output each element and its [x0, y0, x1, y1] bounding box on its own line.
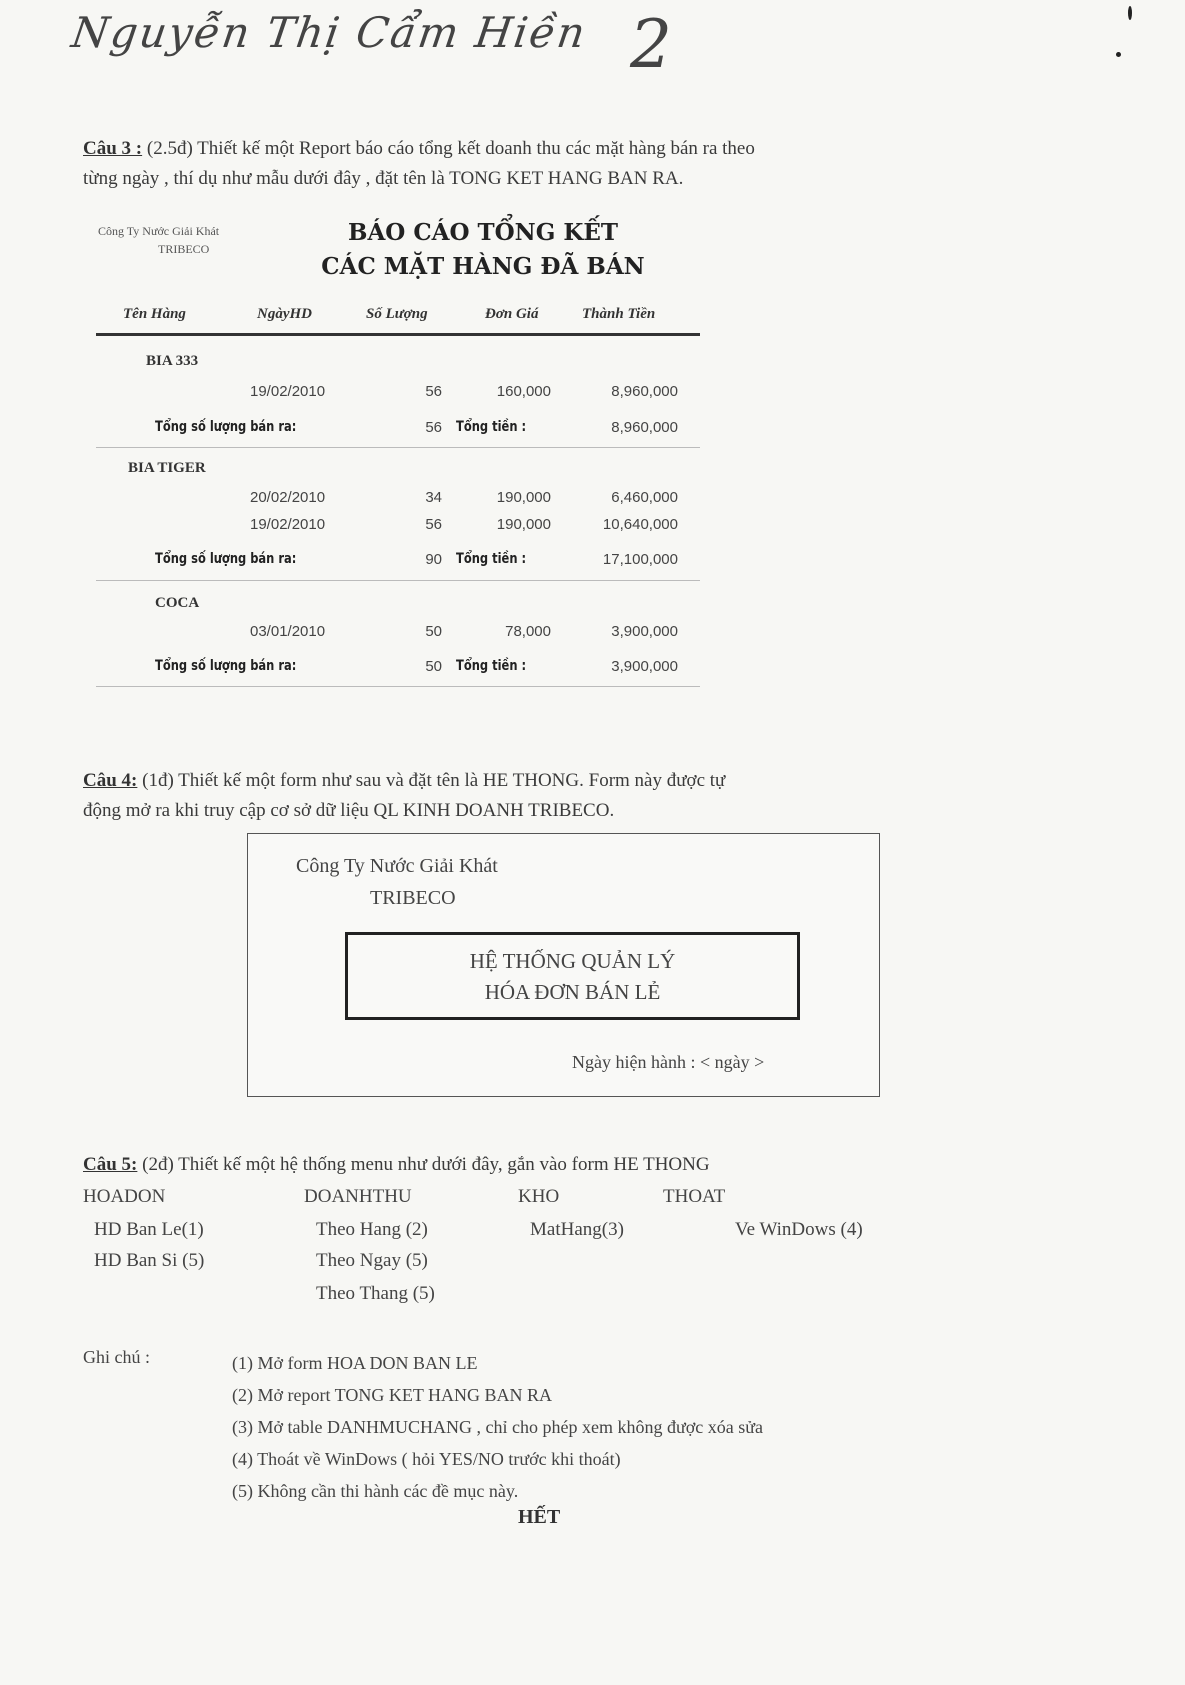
menu-item: Theo Ngay (5): [316, 1250, 428, 1271]
report-company-name: Công Ty Nước Giải Khát: [98, 224, 220, 238]
report-title-line-1: BÁO CÁO TỔNG KẾT: [348, 219, 618, 246]
form-system-title: [345, 946, 800, 1008]
report-sum-amount: 8,960,000: [611, 419, 678, 436]
menu-item: Ve WinDows (4): [735, 1219, 863, 1240]
report-cell-qty: 34: [425, 489, 442, 506]
scan-speck: [1116, 52, 1121, 57]
report-sum-qty: 90: [425, 551, 442, 568]
question-5-label: Câu 5:: [83, 1154, 138, 1175]
report-header-rule: [96, 333, 700, 336]
report-cell-amount: 6,460,000: [611, 489, 678, 506]
report-sum-amount: 3,900,000: [611, 658, 678, 675]
menu-item: MatHang(3): [530, 1219, 624, 1240]
report-group-name: BIA TIGER: [128, 460, 206, 476]
report-title-line-2: CÁC MẶT HÀNG ĐÃ BÁN: [321, 253, 645, 280]
note-item: (2) Mở report TONG KET HANG BAN RA: [232, 1385, 553, 1405]
form-current-date: Ngày hiện hành : < ngày >: [572, 1052, 765, 1072]
report-sum-qty-label: Tổng số lượng bán ra:: [155, 419, 297, 435]
menu-title: DOANHTHU: [304, 1186, 412, 1207]
report-sum-amount: 17,100,000: [602, 551, 678, 568]
report-cell-date: 19/02/2010: [250, 383, 326, 400]
report-sum-money-label: Tổng tiền :: [456, 551, 527, 567]
question-3-text-2: từng ngày , thí dụ như mẫu dưới đây , đặt tên là TONG KET HANG BAN RA.: [83, 168, 684, 189]
report-cell-qty: 56: [425, 383, 442, 400]
question-3-text-1: (2.5đ) Thiết kế một Report báo cáo tổng kết doanh thu các mặt hàng bán ra theo: [146, 138, 755, 159]
form-system-line-2: HÓA ĐƠN BÁN LẺ: [484, 980, 661, 1004]
report-sum-qty: 50: [425, 658, 442, 675]
menu-item: Theo Hang (2): [316, 1219, 428, 1240]
question-4-label: Câu 4:: [83, 770, 138, 791]
note-item: (1) Mở form HOA DON BAN LE: [232, 1353, 478, 1373]
report-cell-qty: 56: [425, 516, 442, 533]
report-company: [98, 222, 298, 258]
report-cell-date: 19/02/2010: [250, 516, 326, 533]
menu-item: Theo Thang (5): [316, 1283, 435, 1304]
menu-title: THOAT: [663, 1186, 726, 1207]
report-company-brand: TRIBECO: [158, 242, 210, 256]
report-col-header: Đơn Giá: [485, 306, 539, 322]
notes-label: Ghi chú :: [83, 1347, 150, 1367]
report-group-divider: [96, 686, 700, 687]
handwritten-name: Nguyễn Thị Cẩm Hiền: [68, 8, 590, 57]
report-group-name: COCA: [155, 595, 200, 611]
question-3-label: Câu 3 :: [83, 138, 143, 159]
report-cell-price: 190,000: [496, 489, 551, 506]
question-5: [83, 1150, 1143, 1180]
report-sum-qty-label: Tổng số lượng bán ra:: [155, 658, 297, 674]
question-4-text-2: động mở ra khi truy cập cơ sở dữ liệu QL KINH DOANH TRIBECO.: [83, 800, 615, 821]
report-cell-amount: 8,960,000: [611, 383, 678, 400]
scan-speck: [1128, 6, 1132, 20]
note-item: (3) Mở table DANHMUCHANG , chỉ cho phép xem không được xóa sửa: [232, 1417, 763, 1437]
report-sum-qty-label: Tổng số lượng bán ra:: [155, 551, 297, 567]
menu-item: HD Ban Si (5): [94, 1250, 205, 1271]
report-group-name: BIA 333: [146, 353, 199, 369]
question-3: [83, 134, 1143, 194]
handwritten-page-number: 2: [630, 6, 672, 83]
report-sum-money-label: Tổng tiền :: [456, 419, 527, 435]
report-cell-date: 20/02/2010: [250, 489, 326, 506]
menu-title: HOADON: [83, 1186, 166, 1207]
report-col-header: Thành Tiền: [582, 306, 656, 322]
question-4: [83, 766, 1143, 826]
menu-title: KHO: [518, 1186, 560, 1207]
report-cell-price: 160,000: [496, 383, 551, 400]
report-cell-amount: 10,640,000: [602, 516, 678, 533]
question-5-text: (2đ) Thiết kế một hệ thống menu như dưới đây, gắn vào form HE THONG: [142, 1154, 710, 1175]
question-4-text-1: (1đ) Thiết kế một form như sau và đặt tên là HE THONG. Form này được tự: [142, 770, 726, 791]
report-group-divider: [96, 580, 700, 581]
note-item: (5) Không cần thi hành các đề mục này.: [232, 1481, 519, 1501]
report-group-divider: [96, 447, 700, 448]
report-col-header: Số Lượng: [366, 306, 428, 322]
report-title: [318, 216, 648, 284]
report-cell-amount: 3,900,000: [611, 623, 678, 640]
report-col-header: Tên Hàng: [123, 306, 186, 322]
report-sum-money-label: Tổng tiền :: [456, 658, 527, 674]
report-col-header: NgàyHD: [257, 306, 312, 322]
form-company-brand: TRIBECO: [370, 887, 456, 909]
form-company-name: Công Ty Nước Giải Khát: [296, 855, 498, 877]
form-system-line-1: HỆ THỐNG QUẢN LÝ: [469, 949, 676, 973]
notes-list: [232, 1347, 1132, 1507]
menu-item: HD Ban Le(1): [94, 1219, 204, 1240]
report-cell-qty: 50: [425, 623, 442, 640]
end-marker: HẾT: [518, 1506, 561, 1528]
note-item: (4) Thoát về WinDows ( hỏi YES/NO trước khi thoát): [232, 1449, 621, 1469]
report-cell-date: 03/01/2010: [250, 623, 326, 640]
report-sum-qty: 56: [425, 419, 442, 436]
report-cell-price: 190,000: [496, 516, 551, 533]
report-cell-price: 78,000: [505, 623, 551, 640]
